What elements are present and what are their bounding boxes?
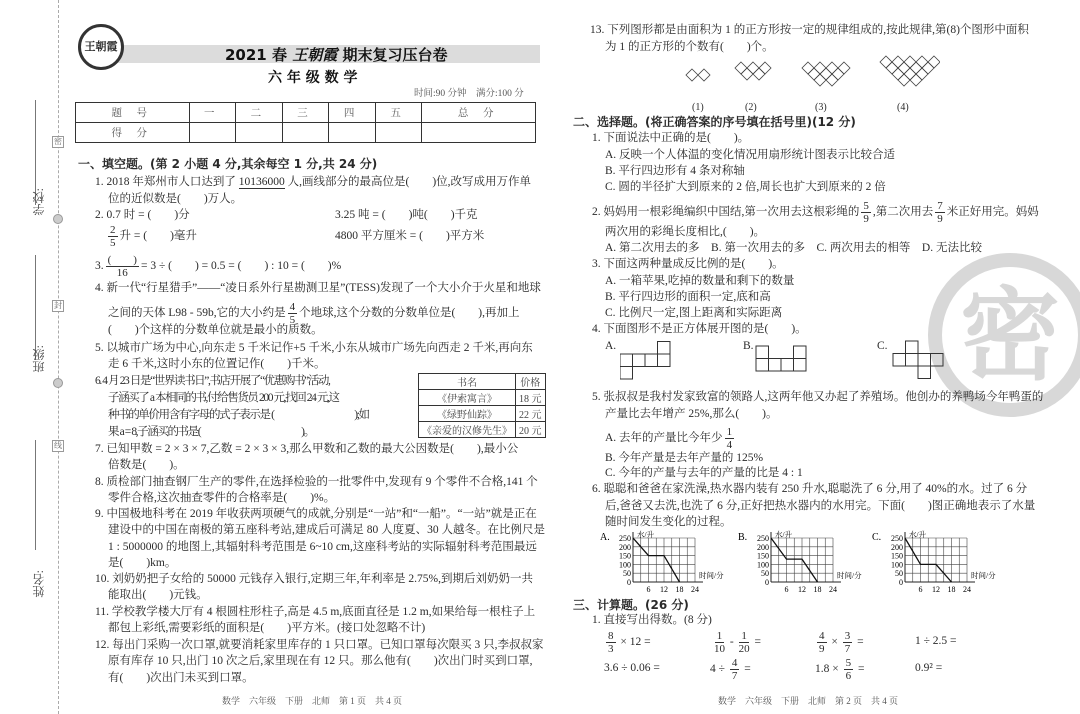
numerator: 5 [863, 200, 869, 212]
full-score: 满分:100 分 [476, 89, 524, 99]
pattern-figure-1 [686, 69, 710, 81]
q4-line3: ( )个这样的分数单位就是最小的质数。 [108, 324, 323, 336]
binding-line [58, 0, 59, 714]
y-tick-label: 250 [891, 534, 903, 543]
numerator: 4 [289, 301, 296, 313]
numerator: 4 [819, 630, 825, 642]
numerator: 8 [608, 630, 614, 642]
fraction [843, 630, 853, 655]
seal-xian: 线 [54, 441, 62, 450]
q5-line1: 5. 以城市广场为中心,向东走 5 千米记作+5 千米,小东从城市广场先向西走 2 千米,再向东 [95, 342, 533, 354]
s2-q1: 1. 下面说法中正确的是( )。 [592, 132, 750, 144]
chart-label: B. [738, 532, 748, 543]
unit-square [820, 68, 832, 80]
book-price: 18 元 [516, 390, 546, 406]
x-tick-label: 6 [918, 585, 923, 594]
denominator: 10 [714, 643, 725, 655]
unit-square [759, 62, 771, 74]
s2-q6-line2: 后,爸爸又去洗,也洗了 6 分,正好把热水器内的水用完。下面( )图正确地表示了水量 [605, 500, 1036, 512]
score-cell [375, 123, 422, 143]
score-header-cell: 题 号 [76, 103, 190, 123]
exam-subtitle: 六 年 级 数 学 [268, 70, 358, 86]
q2-b: 3.25 吨 = ( )吨( )千克 [335, 209, 478, 221]
water-chart-c [872, 530, 1006, 596]
score-header-cell: 三 [282, 103, 329, 123]
s2-q2-options: A. 第二次用去的多 B. 第一次用去的多 C. 两次用去的相等 D. 无法比较 [605, 242, 982, 254]
x-tick-label: 18 [675, 585, 684, 594]
numerator: 7 [937, 200, 943, 212]
section1-heading: 一、填空题。(第 2 小题 4 分,其余每空 1 分,共 24 分) [78, 157, 378, 171]
unit-square [892, 68, 904, 80]
book-table-header: 书名 [419, 374, 516, 390]
unit-square [735, 62, 747, 74]
score-cell [422, 123, 536, 143]
q1-text: 人,画线部分的最高位是( )位,改写成用万作单 [287, 176, 532, 188]
s2-q5-option-b: B. 今年产量是去年产量的 125% [605, 452, 764, 464]
score-header-cell: 四 [329, 103, 376, 123]
unit-square [826, 74, 838, 86]
denominator: 7 [731, 670, 738, 682]
page-footer-1: 数学 六年级 下册 北师 第 1 页 共 4 页 [222, 696, 403, 706]
q3-text: = 3 ÷ ( ) = 0.5 = ( ) : 10 = ( )% [140, 260, 342, 273]
net-label-c: C. [877, 340, 888, 352]
cube-net-b [755, 345, 815, 385]
unit-square [808, 68, 820, 80]
calc-text: 1.8 × [815, 663, 839, 676]
q6-line3: 种书的单价用含有字母的式子表示是 ( );如 [108, 409, 369, 421]
section3-heading: 三、计算题。(26 分) [573, 598, 689, 612]
seal-mi: 密 [54, 137, 62, 146]
calc-2 [712, 630, 761, 655]
unit-square [910, 74, 922, 86]
score-row-label: 得 分 [76, 123, 190, 143]
numerator: 1 [741, 630, 747, 642]
exam-year: 2021 春 [225, 46, 287, 64]
numerator: ( ) [107, 254, 137, 266]
q2-c [106, 224, 197, 249]
figure-label-1: (1) [692, 102, 704, 113]
cube-net-a [620, 340, 710, 388]
calc-text: 4 ÷ [710, 663, 725, 676]
denominator: 3 [608, 643, 614, 655]
figure-label-3: (3) [815, 102, 827, 113]
name-underline [35, 440, 36, 550]
exam-time [414, 86, 524, 102]
pattern-figure-4 [880, 56, 940, 86]
q12-line2: 原有库存 10 只,出门 10 次之后,家里现在有 12 只。那么他有( )次出门时买到口罩, [108, 655, 533, 667]
q11-line2: 都包上彩纸,需要彩纸的面积是( )平方米。(接口处忽略不计) [108, 622, 426, 634]
y-tick-label: 0 [899, 578, 903, 587]
q11-line1: 11. 学校教学楼大厅有 4 根圆柱形柱子,高是 4.5 m,底面直径是 1.2 m,如果给每一根柱子上 [95, 606, 536, 618]
unit-square [814, 62, 826, 74]
unit-square [892, 56, 904, 68]
s2-q2-text: 米正好用完。妈妈 [946, 206, 1039, 219]
book-price-table [418, 373, 546, 438]
q2-d: 4800 平方厘米 = ( )平方米 [335, 230, 485, 242]
s2-q5-line1: 5. 张叔叔是我村发家致富的领路人,这两年他又办起了养殖场。他创办的养鸭场今年鸭蛋的 [592, 391, 1044, 403]
knot-icon [53, 214, 63, 224]
x-axis-title: 时间/分 [699, 571, 724, 580]
q12-line1: 12. 每出门采购一次口罩,就要消耗家里库存的 1 只口罩。已知口罩每次限买 3 只,李叔叔家 [95, 639, 544, 651]
denominator: 9 [863, 213, 869, 225]
book-title: 《亲爱的汉修先生》 [419, 422, 516, 438]
time-limit: 时间:90 分钟 [414, 89, 467, 99]
unit-square [832, 68, 844, 80]
unit-square [826, 62, 838, 74]
score-table [75, 102, 536, 143]
unit-square [838, 62, 850, 74]
numerator: 5 [845, 657, 852, 669]
score-cell [236, 123, 283, 143]
x-tick-label: 6 [646, 585, 651, 594]
y-axis-title: 水/升 [775, 530, 793, 539]
q7-line2: 倍数是( )。 [108, 459, 185, 471]
unit-square [802, 62, 814, 74]
q9-line2: 建设中的中国在南极的第五座科考站,建成后可满足 80 人度夏、30 人越冬。在比例尺是 [108, 524, 545, 536]
score-header-cell: 一 [189, 103, 236, 123]
x-tick-label: 24 [691, 585, 699, 594]
q9-line4: 是( )km。 [108, 557, 177, 569]
unit-square [898, 62, 910, 74]
book-table-header: 价格 [516, 374, 546, 390]
name-label: 姓名: [32, 570, 46, 598]
q6-line1: 6. 4 月 23 日是“世界读书日”,书店开展了“优惠购书”活动, [95, 375, 330, 387]
chart-label: C. [872, 532, 882, 543]
q13-line1: 13. 下列图形都是由面积为 1 的正方形按一定的规律组成的,按此规律,第(8)个图形中面积 [590, 24, 1029, 36]
equals: = [754, 636, 761, 649]
y-tick-label: 0 [765, 578, 769, 587]
x-tick-label: 18 [813, 585, 822, 594]
unit-square [916, 68, 928, 80]
score-cell [329, 123, 376, 143]
score-header-cell: 二 [236, 103, 283, 123]
unit-square [880, 56, 892, 68]
fraction [714, 630, 725, 655]
calc-8: 0.9² = [915, 662, 943, 674]
unit-square [904, 56, 916, 68]
fraction [844, 657, 854, 682]
s2-q3-option-a: A. 一箱苹果,吃掉的数量和剩下的数量 [605, 275, 795, 287]
x-tick-label: 18 [947, 585, 956, 594]
water-chart-b [738, 530, 872, 596]
calc-4: 1 ÷ 2.5 = [915, 635, 957, 647]
y-axis-title: 水/升 [637, 530, 655, 539]
numerator: 1 [716, 630, 723, 642]
x-tick-label: 6 [784, 585, 789, 594]
s2-q1-option-c: C. 圆的半径扩大到原来的 2 倍,周长也扩大到原来的 2 倍 [605, 181, 886, 193]
denominator: 5 [289, 314, 296, 326]
s2-q6-line3: 随时间发生变化的过程。 [605, 516, 732, 528]
net-label-b: B. [743, 340, 754, 352]
unit-square [922, 62, 934, 74]
q3-number: 3. [95, 260, 104, 273]
q12-line3: 有( )次出门未买到口罩。 [108, 672, 254, 684]
pattern-figure-2 [735, 62, 771, 80]
brand-name: 王朝霞 [292, 46, 338, 64]
y-tick-label: 0 [627, 578, 631, 587]
s2-q4: 4. 下面图形不是正方体展开图的是( )。 [592, 323, 807, 335]
book-title: 《伊索寓言》 [419, 390, 516, 406]
x-tick-label: 12 [798, 585, 806, 594]
s2-q1-option-b: B. 平行四边形有 4 条对称轴 [605, 165, 745, 177]
unit-square [741, 68, 753, 80]
q10-line2: 能取出( )元钱。 [108, 589, 208, 601]
q4-text: 个地球,这个分数的分数单位是( ),再加上 [299, 307, 520, 320]
calc-7 [815, 657, 865, 682]
numerator: 2 [110, 224, 116, 236]
y-tick-label: 50 [761, 569, 769, 579]
school-label: 学校: [32, 188, 46, 216]
class-label: 班级: [32, 345, 46, 373]
q2-c-text: 升 = ( )毫升 [119, 230, 197, 243]
fraction [106, 254, 139, 279]
unit-square [898, 74, 910, 86]
q5-line2: 走 6 千米,这时小东的位置记作( )千米。 [108, 358, 326, 370]
unit-square [886, 62, 898, 74]
s2-q3-option-b: B. 平行四边形的面积一定,底和高 [605, 291, 771, 303]
y-tick-label: 50 [895, 569, 903, 579]
calc-3 [815, 630, 864, 655]
x-tick-label: 24 [963, 585, 971, 594]
s2-q3-option-c: C. 比例尺一定,图上距离和实际距离 [605, 307, 783, 319]
fraction [725, 426, 735, 451]
fraction [861, 200, 871, 225]
score-cell [282, 123, 329, 143]
y-tick-label: 200 [757, 542, 769, 552]
operator: - [729, 636, 734, 649]
page-footer-2: 数学 六年级 下册 北师 第 2 页 共 4 页 [718, 696, 899, 706]
y-axis-title: 水/升 [909, 530, 927, 539]
q1-text: 1. 2018 年郑州市人口达到了 [95, 176, 236, 188]
fraction [108, 224, 118, 249]
x-axis-title: 时间/分 [971, 571, 996, 580]
y-tick-label: 150 [891, 551, 903, 561]
q6-line4: 果 a = 8,子涵买的书是( )。 [108, 426, 314, 438]
unit-square [928, 56, 940, 68]
y-tick-label: 100 [757, 560, 769, 570]
x-axis-title: 时间/分 [837, 571, 862, 580]
q1-underlined-number: 10136000 [238, 176, 285, 188]
q1-line1 [95, 174, 531, 190]
figure-label-4: (4) [897, 102, 909, 113]
q7-line1: 7. 已知甲数 = 2 × 3 × 7,乙数 = 2 × 3 × 3,那么甲数和乙数的最大公因数是( ),最小公 [95, 443, 519, 455]
equals: = [858, 663, 865, 676]
denominator: 9 [937, 213, 943, 225]
unit-square [753, 68, 765, 80]
fraction [935, 200, 945, 225]
exam-title-text: 期末复习压台卷 [342, 46, 448, 64]
s2-q5-option-c: C. 今年的产量与去年的产量的比是 4 : 1 [605, 467, 803, 479]
y-tick-label: 250 [619, 534, 631, 543]
knot-icon [53, 378, 63, 388]
option-text: A. 去年的产量比今年少 [605, 432, 723, 445]
q9-line1: 9. 中国极地科考在 2019 年收获两项硬气的成就,分别是“一站”和“一船”。“一站”就是正在 [95, 508, 537, 520]
denominator: 5 [110, 237, 116, 249]
fraction [817, 630, 827, 655]
unit-square [814, 74, 826, 86]
book-title: 《绿野仙踪》 [419, 406, 516, 422]
net-label-a: A. [605, 340, 617, 352]
operator: × [831, 636, 838, 649]
calc-6 [710, 657, 751, 682]
unit-square [916, 56, 928, 68]
q6-line2: 子涵买了 a 本相同的书,付给售货员 200 元,找回 24 元,这 [108, 392, 339, 404]
score-header-cell: 五 [375, 103, 422, 123]
brand-logo: 王朝霞 [78, 24, 124, 70]
q4-text: 之间的天体 L98 - 59b,它的大小约是 [108, 307, 286, 320]
s2-q3: 3. 下面这两种量成反比例的是( )。 [592, 258, 784, 270]
unit-square [698, 69, 710, 81]
q13-line2: 为 1 的正方形的个数有( )个。 [605, 41, 774, 53]
calc-1 [604, 630, 651, 655]
exam-title [225, 46, 447, 64]
unit-square [904, 68, 916, 80]
denominator: 9 [819, 643, 825, 655]
unit-square [910, 62, 922, 74]
q2-a: 2. 0.7 时 = ( )分 [95, 209, 190, 221]
watermark-text: 密 [960, 281, 1060, 392]
y-tick-label: 50 [623, 569, 631, 579]
denominator: 20 [738, 643, 750, 655]
book-price: 20 元 [516, 422, 546, 438]
s2-q2-text: 2. 妈妈用一根彩绳编织中国结,第一次用去这根彩绳的 [592, 206, 860, 219]
q3 [95, 254, 341, 279]
calc-text: × 12 = [620, 636, 651, 649]
unit-square [747, 62, 759, 74]
score-cell [189, 123, 236, 143]
book-price: 22 元 [516, 406, 546, 422]
square-pattern-figures [680, 55, 940, 100]
y-tick-label: 100 [891, 560, 903, 570]
seal-feng: 封 [54, 301, 62, 310]
fraction [730, 657, 740, 682]
score-header-cell: 总 分 [422, 103, 536, 123]
q9-line3: 1 : 5000000 的地图上,其辐射科考范围是 6~10 cm,这座科考站的实际辐射科考范围最远 [108, 541, 537, 553]
y-tick-label: 250 [757, 534, 769, 543]
y-tick-label: 100 [619, 560, 631, 570]
s2-q5-line2: 产量比去年增产 25%,那么( )。 [605, 408, 778, 420]
y-tick-label: 200 [891, 542, 903, 552]
fraction [606, 630, 616, 655]
cube-net-c [892, 340, 952, 390]
equals: = [744, 663, 751, 676]
q10-line1: 10. 刘奶奶把子女给的 50000 元钱存入银行,定期三年,年利率是 2.75%,到期后刘奶奶一共 [95, 573, 533, 585]
x-tick-label: 12 [660, 585, 668, 594]
denominator: 16 [116, 267, 128, 279]
x-tick-label: 24 [829, 585, 837, 594]
water-chart-a [600, 530, 734, 596]
chart-label: A. [600, 532, 610, 543]
s2-q2-line1 [592, 200, 1039, 225]
s2-q2-text: ,第二次用去 [872, 206, 934, 219]
unit-square [686, 69, 698, 81]
s2-q6-line1: 6. 聪聪和爸爸在家洗澡,热水器内装有 250 升水,聪聪洗了 6 分,用了 40%的水。过了 6 分 [592, 483, 1028, 495]
s2-q1-option-a: A. 反映一个人体温的变化情况用扇形统计图表示比较合适 [605, 149, 896, 161]
y-tick-label: 150 [757, 551, 769, 561]
denominator: 4 [726, 439, 733, 451]
figure-label-2: (2) [745, 102, 757, 113]
numerator: 3 [844, 630, 851, 642]
y-tick-label: 200 [619, 542, 631, 552]
section2-heading: 二、选择题。(将正确答案的序号填在括号里)(12 分) [573, 115, 856, 129]
x-tick-label: 12 [932, 585, 940, 594]
fraction [739, 630, 750, 655]
numerator: 1 [726, 426, 733, 438]
calc-5: 3.6 ÷ 0.06 = [604, 662, 660, 674]
denominator: 7 [844, 643, 851, 655]
numerator: 4 [731, 657, 738, 669]
q8-line2: 零件合格,这次抽查零件的合格率是( )%。 [108, 492, 336, 504]
s2-q2-line2: 两次用的彩绳长度相比,( )。 [605, 226, 766, 238]
s3-q1: 1. 直接写出得数。(8 分) [592, 614, 712, 626]
q1-line2: 位的近似数是( )万人。 [108, 193, 243, 205]
denominator: 6 [845, 670, 852, 682]
equals: = [857, 636, 864, 649]
s2-q5-option-a [605, 426, 736, 451]
pattern-figure-3 [802, 62, 850, 86]
y-tick-label: 150 [619, 551, 631, 561]
q8-line1: 8. 质检部门抽查钢厂生产的零件,在选择检验的一批零件中,发现有 9 个零件不合格,141 个 [95, 476, 538, 488]
q4-line1: 4. 新一代“行星猎手”——“凌日系外行星勘测卫星”(TESS)发现了一个大小介于火星和地球 [95, 282, 541, 294]
